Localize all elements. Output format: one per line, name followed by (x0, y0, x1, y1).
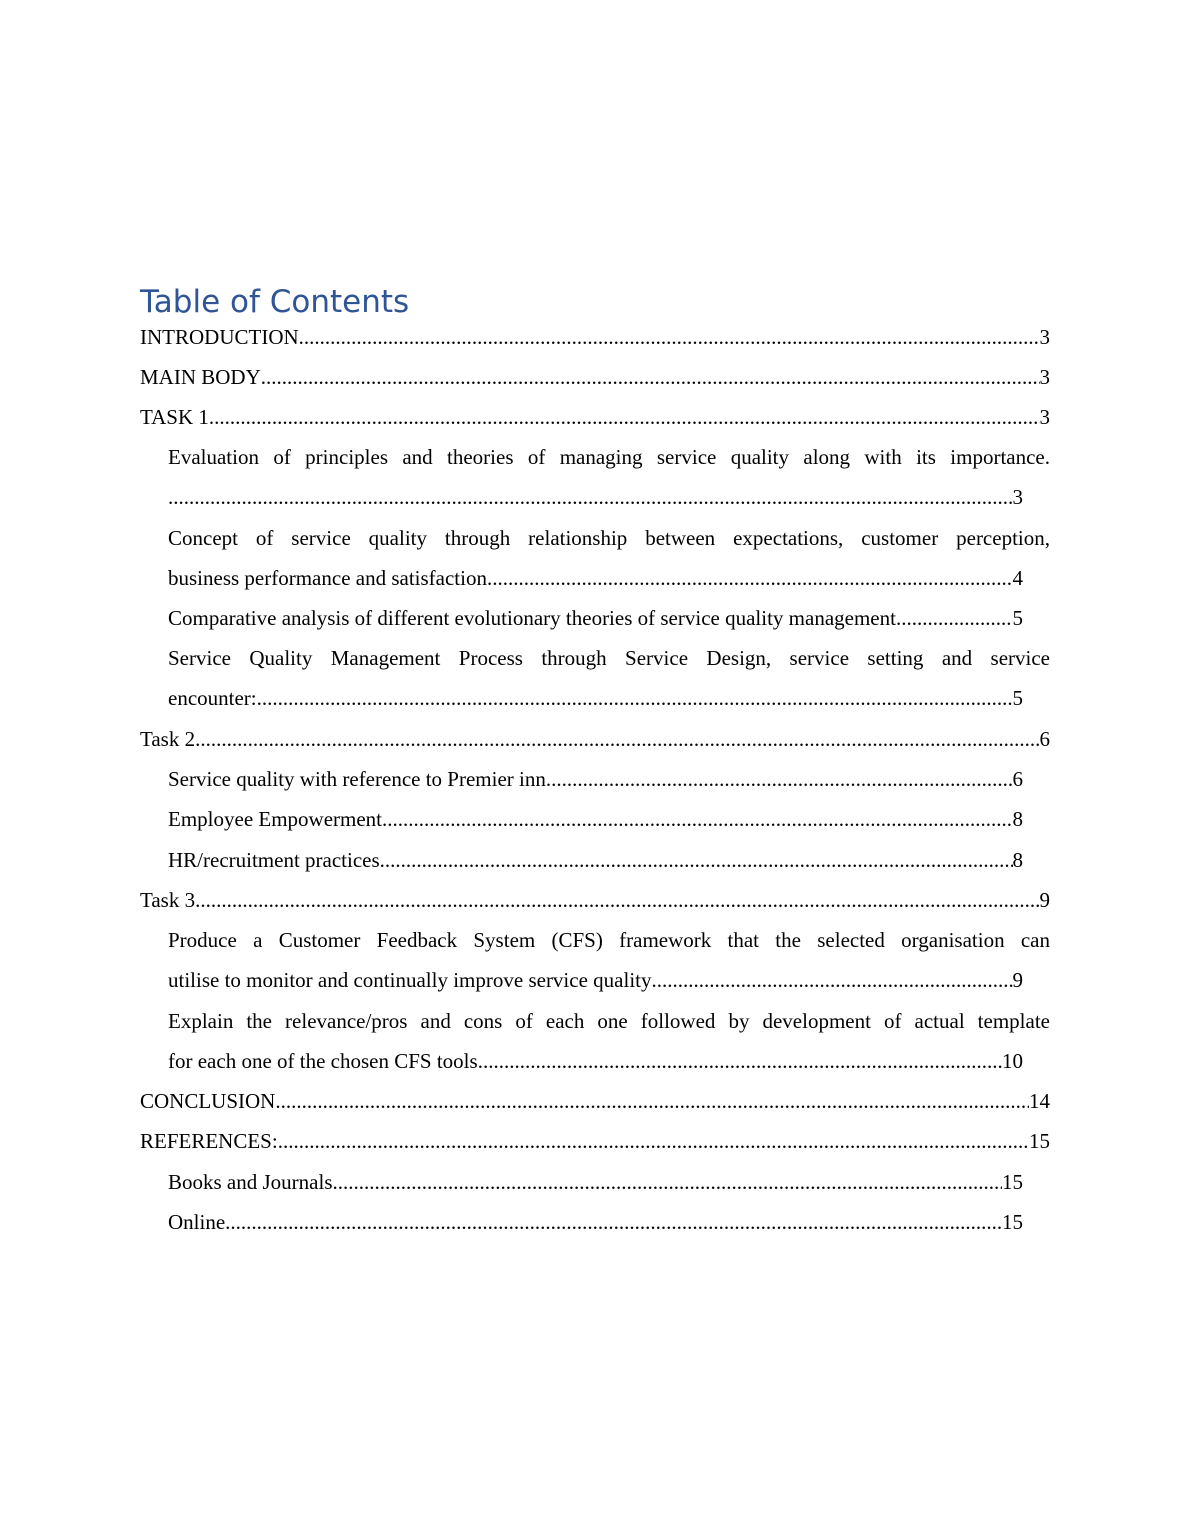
toc-entry-conclusion[interactable] (140, 1087, 1050, 1115)
toc-entry-concept-line2[interactable] (168, 564, 1023, 592)
toc-page-number: 3 (1039, 325, 1050, 349)
toc-page-number: 5 (1012, 686, 1023, 710)
toc-entry-title: Service quality with reference to Premier inn. (168, 767, 552, 791)
toc-page-number: 9 (1039, 888, 1050, 912)
toc-dot-leader (333, 1168, 1003, 1196)
toc-entry-concept-line1[interactable] (168, 524, 1050, 552)
toc-heading: Table of Contents (140, 284, 410, 320)
toc-entry-books-journals[interactable] (168, 1168, 1023, 1196)
toc-page-number: 6 (1012, 767, 1023, 791)
toc-page-number: 3 (1039, 365, 1050, 389)
toc-dot-leader (551, 765, 1012, 793)
toc-entry-hr-recruitment[interactable] (168, 846, 1023, 874)
toc-entry-task-3[interactable] (140, 886, 1050, 914)
toc-entry-introduction[interactable] (140, 323, 1050, 351)
toc-dot-leader (225, 1208, 1002, 1236)
toc-page-number: 3 (1039, 405, 1050, 429)
toc-entry-title: Task 2 (140, 727, 196, 751)
toc-entry-evaluation-line2[interactable] (168, 483, 1023, 511)
toc-entry-title: Task 3 (140, 888, 196, 912)
toc-entry-title: MAIN BODY (140, 365, 261, 389)
toc-entry-relevance-line1[interactable] (168, 1007, 1050, 1035)
toc-dot-leader (195, 886, 1039, 914)
toc-entry-online[interactable] (168, 1208, 1023, 1236)
toc-page-number: 3 (1012, 485, 1023, 509)
toc-page-number: 14 (1029, 1089, 1050, 1113)
toc-entry-process-line1[interactable] (168, 644, 1050, 672)
toc-entry-title: REFERENCES: (140, 1129, 278, 1153)
toc-page-number: 8 (1012, 848, 1023, 872)
toc-dot-leader (478, 1047, 1002, 1075)
toc-entry-title: Produce a Customer Feedback System (CFS) framework that the selected organisation can (168, 928, 1050, 952)
toc-page-number: 10 (1002, 1049, 1023, 1073)
toc-page-number: 4 (1012, 566, 1023, 590)
toc-entry-premier-inn[interactable] (168, 765, 1023, 793)
toc-dot-leader (901, 604, 1012, 632)
toc-dot-leader (168, 483, 1013, 511)
toc-dot-leader (195, 725, 1039, 753)
toc-dot-leader (299, 323, 1040, 351)
toc-entry-title: Evaluation of principles and theories of managing service quality along with its importance. (168, 445, 1050, 469)
toc-entry-title: Comparative analysis of different evolutionary theories of service quality management. (168, 606, 902, 630)
toc-dot-leader (382, 805, 1012, 833)
toc-page-number: 6 (1039, 727, 1050, 751)
toc-page-number: 5 (1012, 606, 1023, 630)
toc-entry-process-line2[interactable] (168, 684, 1023, 712)
toc-entry-title: Service Quality Management Process through Service Design, service setting and service (168, 646, 1050, 670)
toc-entry-title: CONCLUSION (140, 1089, 276, 1113)
toc-entry-cfs-line2[interactable] (168, 966, 1023, 994)
toc-dot-leader (651, 966, 1012, 994)
toc-page-number: 15 (1002, 1170, 1023, 1194)
toc-entry-title: Concept of service quality through relationship between expectations, customer perception, (168, 526, 1050, 550)
toc-dot-leader (261, 363, 1040, 391)
toc-entry-title: INTRODUCTION (140, 325, 299, 349)
toc-page-number: 15 (1029, 1129, 1050, 1153)
toc-entry-title: Explain the relevance/pros and cons of each one followed by development of actual template (168, 1009, 1050, 1033)
toc-entry-main-body[interactable] (140, 363, 1050, 391)
toc-dot-leader (275, 1087, 1029, 1115)
toc-entry-task-1[interactable] (140, 403, 1050, 431)
toc-entry-evaluation-line1[interactable] (168, 443, 1050, 471)
toc-entry-title: HR/recruitment practices (168, 848, 380, 872)
toc-entry-cfs-line1[interactable] (168, 926, 1050, 954)
toc-entry-title: utilise to monitor and continually improve service quality (168, 968, 652, 992)
toc-dot-leader (257, 684, 1013, 712)
toc-entry-title: for each one of the chosen CFS tools (168, 1049, 478, 1073)
toc-entry-relevance-line2[interactable] (168, 1047, 1023, 1075)
toc-entry-task-2[interactable] (140, 725, 1050, 753)
toc-dot-leader (209, 403, 1040, 431)
toc-page-number: 15 (1002, 1210, 1023, 1234)
toc-entry-title: business performance and satisfaction. (168, 566, 493, 590)
toc-dot-leader (492, 564, 1012, 592)
toc-entry-references[interactable] (140, 1127, 1050, 1155)
toc-entry-title: Books and Journals (168, 1170, 333, 1194)
toc-entry-title: Employee Empowerment (168, 807, 383, 831)
toc-dot-leader (380, 846, 1013, 874)
toc-entry-title: Online (168, 1210, 226, 1234)
toc-entry-title: TASK 1 (140, 405, 209, 429)
toc-entry-comparative[interactable] (168, 604, 1023, 632)
toc-page-number: 9 (1012, 968, 1023, 992)
toc-page-number: 8 (1012, 807, 1023, 831)
toc-entry-title: encounter: (168, 686, 257, 710)
toc-entry-employee-empowerment[interactable] (168, 805, 1023, 833)
toc-dot-leader (278, 1127, 1029, 1155)
